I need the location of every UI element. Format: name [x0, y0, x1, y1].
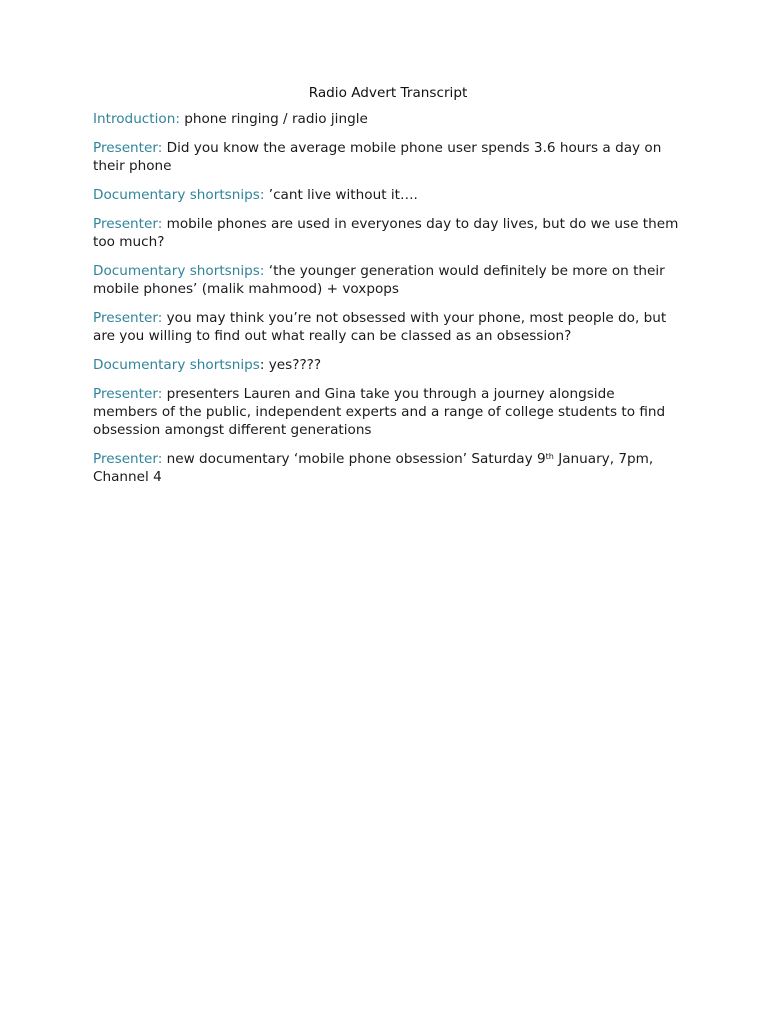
speaker-label: Presenter:	[93, 216, 163, 232]
speaker-label: Introduction:	[93, 111, 180, 127]
paragraph-presenter	[93, 139, 683, 175]
paragraph-documentary-shortsnips	[93, 186, 683, 204]
speaker-label: Documentary shortsnips	[93, 357, 260, 373]
transcript-body	[93, 84, 683, 497]
paragraph-text: presenters Lauren and Gina take you through a journey alongside members of the public, independent experts and a range of college students to find obsession amongst different generations	[93, 386, 666, 438]
speaker-label: Documentary shortsnips:	[93, 187, 265, 203]
paragraph-documentary-shortsnips	[93, 262, 683, 298]
paragraph-text: ‘the younger generation would definitely be more on their mobile phones’ (malik mahmood) + voxpops	[93, 263, 665, 297]
speaker-label: Documentary shortsnips:	[93, 263, 265, 279]
paragraph-text: Did you know the average mobile phone user spends 3.6 hours a day on their phone	[93, 140, 662, 174]
paragraph-text: new documentary ‘mobile phone obsession’ Saturday 9	[162, 451, 546, 467]
paragraph-text: ’cant live without it….	[264, 187, 418, 203]
paragraph-text: January, 7pm, Channel 4	[93, 451, 654, 485]
speaker-label: Presenter:	[93, 310, 163, 326]
paragraph-presenter	[93, 309, 683, 345]
ordinal-suffix: th	[545, 452, 554, 461]
speaker-label: Presenter:	[93, 451, 163, 467]
speaker-label: Presenter:	[93, 386, 163, 402]
speaker-label: Presenter:	[93, 140, 163, 156]
paragraph-presenter	[93, 385, 683, 439]
paragraph-text: phone ringing / radio jingle	[179, 111, 368, 127]
paragraph-text: you may think you’re not obsessed with your phone, most people do, but are you willing to find out what really can be classed as an obsession?	[93, 310, 667, 344]
paragraph-presenter-final	[93, 450, 683, 486]
paragraph-text: : yes????	[259, 357, 322, 373]
paragraph-presenter	[93, 215, 683, 251]
document-title: Radio Advert Transcript	[308, 85, 468, 101]
paragraph-text: mobile phones are used in everyones day to day lives, but do we use them too much?	[93, 216, 679, 250]
paragraph-introduction	[93, 110, 683, 128]
paragraph-documentary-shortsnips	[93, 356, 683, 374]
